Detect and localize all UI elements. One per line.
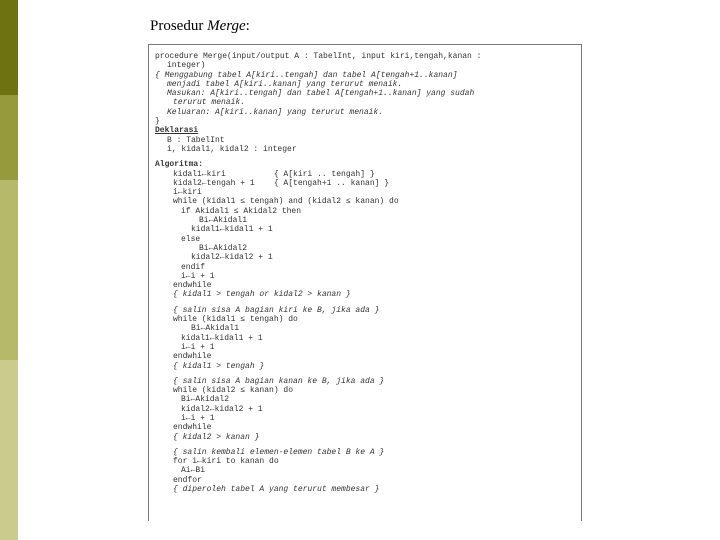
code-line: endwhile (173, 423, 212, 433)
code-line: kidal2←tengah + 1 { A[tengah+1 .. kanan] } (173, 178, 390, 188)
code-line: { kidal1 > tengah or kidal2 > kanan } (173, 290, 351, 300)
code-line: { salin sisa A bagian kiri ke B, jika ada } (173, 305, 380, 315)
code-line: kidal2←kidal2 + 1 (191, 253, 273, 263)
code-line: Bi←Akidal1 (191, 324, 240, 334)
code-line: Algoritma: (155, 160, 204, 170)
code-line: terurut menaik. (173, 98, 246, 108)
side-bar-bottom (0, 360, 18, 540)
code-line: Keluaran: A[kiri..kanan] yang terurut menaik. (167, 107, 384, 117)
code-line: endif (181, 262, 206, 272)
code-line: while (kidal1 ≤ tengah) and (kidal2 ≤ kanan) do (173, 197, 399, 207)
code-line: procedure Merge(input/output A : TabelInt, input kiri,tengah,kanan : (155, 52, 482, 61)
code-line: B : TabelInt (167, 135, 225, 145)
code-line: i, kidal1, kidal2 : integer (167, 144, 297, 154)
side-bar-top (0, 0, 18, 95)
code-line: } (155, 117, 160, 127)
code-line: endfor (173, 475, 202, 485)
code-line: while (kidal2 ≤ kanan) do (173, 386, 294, 396)
side-bar-middle (0, 95, 18, 180)
code-line: i←i + 1 (181, 271, 215, 281)
slide-title: Prosedur Merge: (150, 18, 250, 34)
code-line: { kidal2 > kanan } (173, 432, 260, 442)
code-line: kidal2←kidal2 + 1 (181, 404, 263, 414)
code-line: { salin sisa A bagian kanan ke B, jika ada } (173, 376, 385, 386)
code-line: kidal1←kiri { A[kiri .. tengah] } (173, 169, 375, 179)
code-line: for i←kiri to kanan do (173, 457, 279, 467)
code-line: { Menggabung tabel A[kiri..tengah] dan tabel A[tengah+1..kanan] (155, 70, 458, 80)
code-line: i←i + 1 (181, 342, 215, 352)
code-line: { diperoleh tabel A yang terurut membesar } (173, 485, 380, 495)
code-line: { kidal1 > tengah } (173, 361, 265, 371)
code-line: while (kidal1 ≤ tengah) do (173, 315, 298, 325)
code-line: i←i + 1 (181, 413, 215, 423)
code-line: Masukan: A[kiri..tengah] dan tabel A[tengah+1..kanan] yang sudah (167, 89, 475, 99)
code-line: if Akidal1 ≤ Akidal2 then (181, 206, 302, 216)
code-line: Bi←Akidal1 (199, 216, 248, 226)
code-line: menjadi tabel A[kiri..kanan] yang terurut menaik. (167, 79, 403, 89)
code-line: Bi←Akidal2 (199, 243, 248, 253)
code-line: Bi←Akidal2 (181, 395, 230, 405)
code-line: i←kiri (173, 188, 202, 198)
code-line: endwhile (173, 281, 212, 291)
code-line: else (181, 234, 201, 244)
code-line: integer) (167, 61, 206, 71)
code-line: endwhile (173, 352, 212, 362)
code-line: kidal1←kidal1 + 1 (191, 225, 273, 235)
code-line: kidal1←kidal1 + 1 (181, 333, 263, 343)
pseudocode-listing (155, 52, 575, 494)
side-bar-lower (0, 180, 18, 360)
code-line: { salin kembali elemen-elemen tabel B ke A } (173, 447, 385, 457)
code-line: Ai←Bi (181, 466, 206, 476)
code-line: Deklarasi (155, 126, 199, 136)
